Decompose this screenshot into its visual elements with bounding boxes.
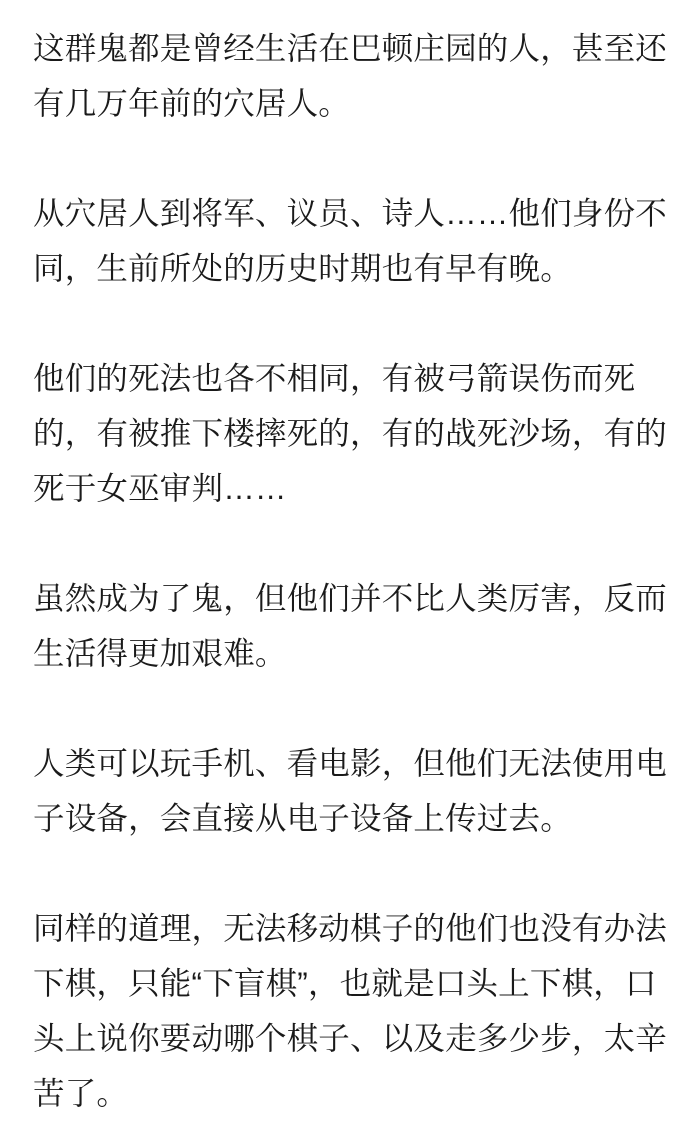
text-line: 子设备，会直接从电子设备上传过去。	[33, 800, 572, 836]
text-line: 这群鬼都是曾经生活在巴顿庄园的人，甚至还	[33, 30, 668, 66]
text-line: 人类可以玩手机、看电影，但他们无法使用电	[33, 745, 668, 781]
paragraph	[33, 901, 667, 1121]
paragraph	[33, 571, 667, 681]
text-line: 死于女巫审判……	[33, 470, 287, 506]
text-line: 虽然成为了鬼，但他们并不比人类厉害，反而	[33, 580, 668, 616]
text-line: 苦了。	[33, 1075, 129, 1111]
paragraph	[33, 736, 667, 846]
paragraph	[33, 186, 667, 296]
text-line: 下棋，只能“下盲棋”，也就是口头上下棋，口	[33, 965, 657, 1001]
text-line: 的，有被推下楼摔死的，有的战死沙场，有的	[33, 415, 668, 451]
text-line: 他们的死法也各不相同，有被弓箭误伤而死	[33, 360, 636, 396]
text-line: 同样的道理，无法移动棋子的他们也没有办法	[33, 910, 668, 946]
text-line: 同，生前所处的历史时期也有早有晚。	[33, 250, 572, 286]
paragraph	[33, 21, 667, 131]
paragraph	[33, 351, 667, 516]
text-line: 头上说你要动哪个棋子、以及走多少步，太辛	[33, 1020, 668, 1056]
text-line: 生活得更加艰难。	[33, 635, 287, 671]
text-line: 从穴居人到将军、议员、诗人……他们身份不	[33, 195, 668, 231]
text-line: 有几万年前的穴居人。	[33, 85, 351, 121]
